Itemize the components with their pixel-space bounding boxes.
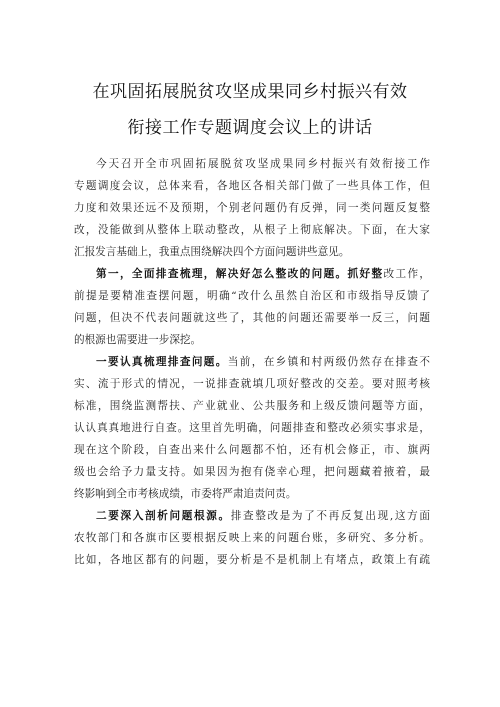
text-line xyxy=(74,461,430,483)
text-line xyxy=(74,219,430,241)
text-line xyxy=(74,439,430,461)
body-text: 比如，各地区都有的问题，要分析是不是机制上有堵点，政策上有疏 xyxy=(74,554,430,566)
body-text: 认认真真地进行自查。这里首先明确，问题排查和整改必须实事求是， xyxy=(74,422,430,434)
body-text: 农牧部门和各旗市区要根据反映上来的问题台账，多研究、多分析。 xyxy=(74,532,430,544)
body-text: 汇报发言基础上，我重点围绕解决四个方面问题讲些意见。 xyxy=(74,246,350,258)
text-line xyxy=(74,241,430,263)
document-body xyxy=(74,153,430,571)
bold-heading-text: 二要深入剖析问题根源。 xyxy=(96,510,231,522)
text-line xyxy=(74,527,430,549)
body-text: 专题调度会议，总体来看，各地区各相关部门做了一些具体工作，但 xyxy=(74,180,430,192)
text-line xyxy=(74,395,430,417)
text-line xyxy=(74,373,430,395)
text-line xyxy=(74,505,430,527)
bold-heading-text: 一要认真梳理排查问题。 xyxy=(96,356,228,368)
text-line xyxy=(74,483,430,505)
bold-heading-text: 第一，全面排查梳理，解决好怎么整改的问题。抓好整 xyxy=(96,268,384,280)
body-text: 改工作， xyxy=(383,268,430,280)
body-text: 终影响到全市考核成绩，市委将严肃追责问责。 xyxy=(74,488,297,500)
text-line xyxy=(74,263,430,285)
text-line xyxy=(74,351,430,373)
body-text: 今天召开全市巩固拓展脱贫攻坚成果同乡村振兴有效衔接工作 xyxy=(96,158,430,170)
text-line xyxy=(74,417,430,439)
document-title-line-1: 在巩固拓展脱贫攻坚成果同乡村振兴有效 xyxy=(92,82,408,102)
body-text: 力度和效果还远不及预期，个别老问题仍有反弹，同一类问题反复整 xyxy=(74,202,430,214)
body-text: 问题，但决不代表问题就这些了，其他的问题还需要举一反三，问题 xyxy=(74,312,430,324)
text-line xyxy=(74,549,430,571)
text-line xyxy=(74,307,430,329)
body-text: 排查整改是为了不再反复出现,这方面 xyxy=(230,510,430,522)
document-title-line-2: 衔接工作专题调度会议上的讲话 xyxy=(127,118,373,138)
text-line xyxy=(74,329,430,351)
body-text: 实、流于形式的情况，一说排查就填几项好整改的交差。要对照考核 xyxy=(74,378,430,390)
body-text: 级也会给予力量支持。如果因为抱有侥幸心理，把问题藏着掖着，最 xyxy=(74,466,430,478)
body-text: 改，没能做到从整体上联动整改，从根子上彻底解决。下面，在大家 xyxy=(74,224,430,236)
text-line xyxy=(74,285,430,307)
text-line xyxy=(74,175,430,197)
text-line xyxy=(74,153,430,175)
body-text: 现在这个阶段，自查出来什么问题都不怕，还有机会修正，市、旗两 xyxy=(74,444,430,456)
body-text: 当前，在乡镇和村两级仍然存在排查不 xyxy=(227,356,430,368)
body-text: 标准，围绕监测帮扶、产业就业、公共服务和上级反馈问题等方面， xyxy=(74,400,430,412)
body-text: 的根源也需要进一步深挖。 xyxy=(74,334,202,346)
text-line xyxy=(74,197,430,219)
body-text: 前提是要精准查摆问题，明确“改什么虽然自治区和市级指导反馈了 xyxy=(74,290,430,302)
